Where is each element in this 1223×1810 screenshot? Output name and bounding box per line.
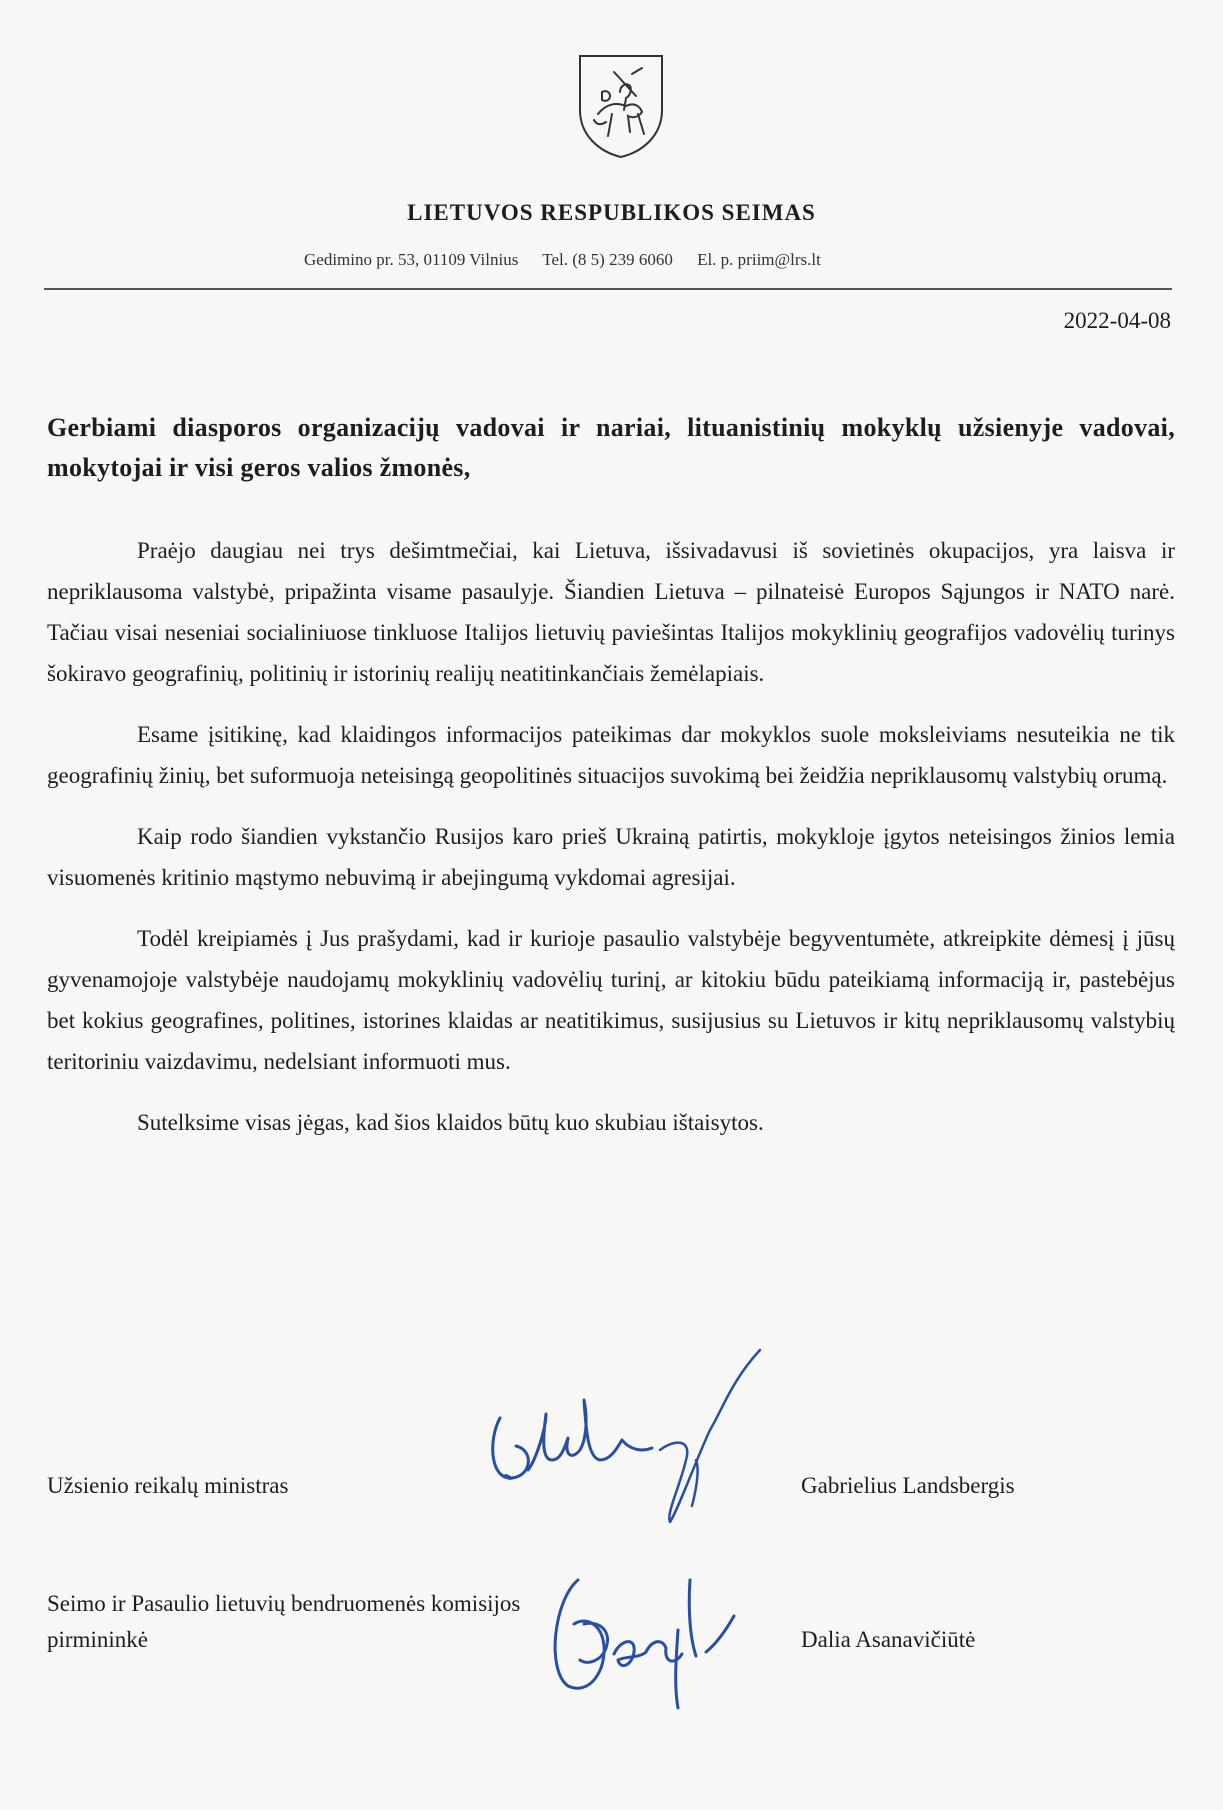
email: El. p. priim@lrs.lt <box>697 250 821 269</box>
contact-line <box>304 250 841 270</box>
paragraph: Esame įsitikinę, kad klaidingos informacijos pateikimas dar mokyklos suole moksleiviams nesuteikia ne tik geografinių žinių, bet suformuoja neteisingą geopolitinės situacijos suvokimą bei žeidžia nepriklausomų valstybių orumą. <box>47 722 1175 788</box>
signatory-title: Seimo ir Pasaulio lietuvių bendruomenės komisijos pirmininkė <box>47 1591 521 1652</box>
institution-name: LIETUVOS RESPUBLIKOS SEIMAS <box>407 200 816 225</box>
letter-date: 2022-04-08 <box>1063 308 1171 333</box>
paragraph: Sutelksime visas jėgas, kad šios klaidos būtų kuo skubiau ištaisytos. <box>137 1110 764 1135</box>
address: Gedimino pr. 53, 01109 Vilnius <box>304 250 519 269</box>
letter-body <box>47 530 1175 1143</box>
salutation: Gerbiami diasporos organizacijų vadovai ir nariai, lituanistinių mokyklų užsienyje vadovai, mokytojai ir visi geros valios žmonės, <box>47 413 1175 482</box>
header-divider <box>44 288 1172 290</box>
signatory-title: Užsienio reikalų ministras <box>47 1473 289 1498</box>
signature-landsbergis <box>460 1310 780 1530</box>
phone: Tel. (8 5) 239 6060 <box>542 250 673 269</box>
vytis-coat-of-arms-icon <box>576 52 666 160</box>
paragraph: Praėjo daugiau nei trys dešimtmečiai, kai Lietuva, išsivadavusi iš sovietinės okupacijos, yra laisva ir nepriklausoma valstybė, pripažinta visame pasaulyje. Šiandien Lietuva – pilnateisė Europos Sąjungos ir NATO narė. Tačiau visai neseniai socialiniuose tinkluose Italijos lietuvių paviešintas Italijos mokyklinių geografijos vadovėlių turinys šokiravo geografinių, politinių ir istorinių realijų neatitinkančiais žemėlapiais. <box>47 538 1175 686</box>
signatory-name: Dalia Asanavičiūtė <box>801 1627 976 1652</box>
signature-asanaviciute <box>540 1520 760 1720</box>
paragraph: Kaip rodo šiandien vykstančio Rusijos karo prieš Ukrainą patirtis, mokykloje įgytos neteisingos žinios lemia visuomenės kritinio mąstymo nebuvimą ir abejingumą vykdomai agresijai. <box>47 824 1175 890</box>
paragraph: Todėl kreipiamės į Jus prašydami, kad ir kurioje pasaulio valstybėje begyventumėte, atkreipkite dėmesį į jūsų gyvenamojoje valstybėje naudojamų mokyklinių vadovėlių turinį, ar kitokiu būdu pateikiamą informaciją ir, pastebėjus bet kokius geografines, politines, istorines klaidas ar neatitikimus, susijusius su Lietuvos ir kitų nepriklausomų valstybių teritoriniu vaizdavimu, nedelsiant informuoti mus. <box>47 926 1175 1074</box>
signatory-name: Gabrielius Landsbergis <box>801 1473 1015 1498</box>
